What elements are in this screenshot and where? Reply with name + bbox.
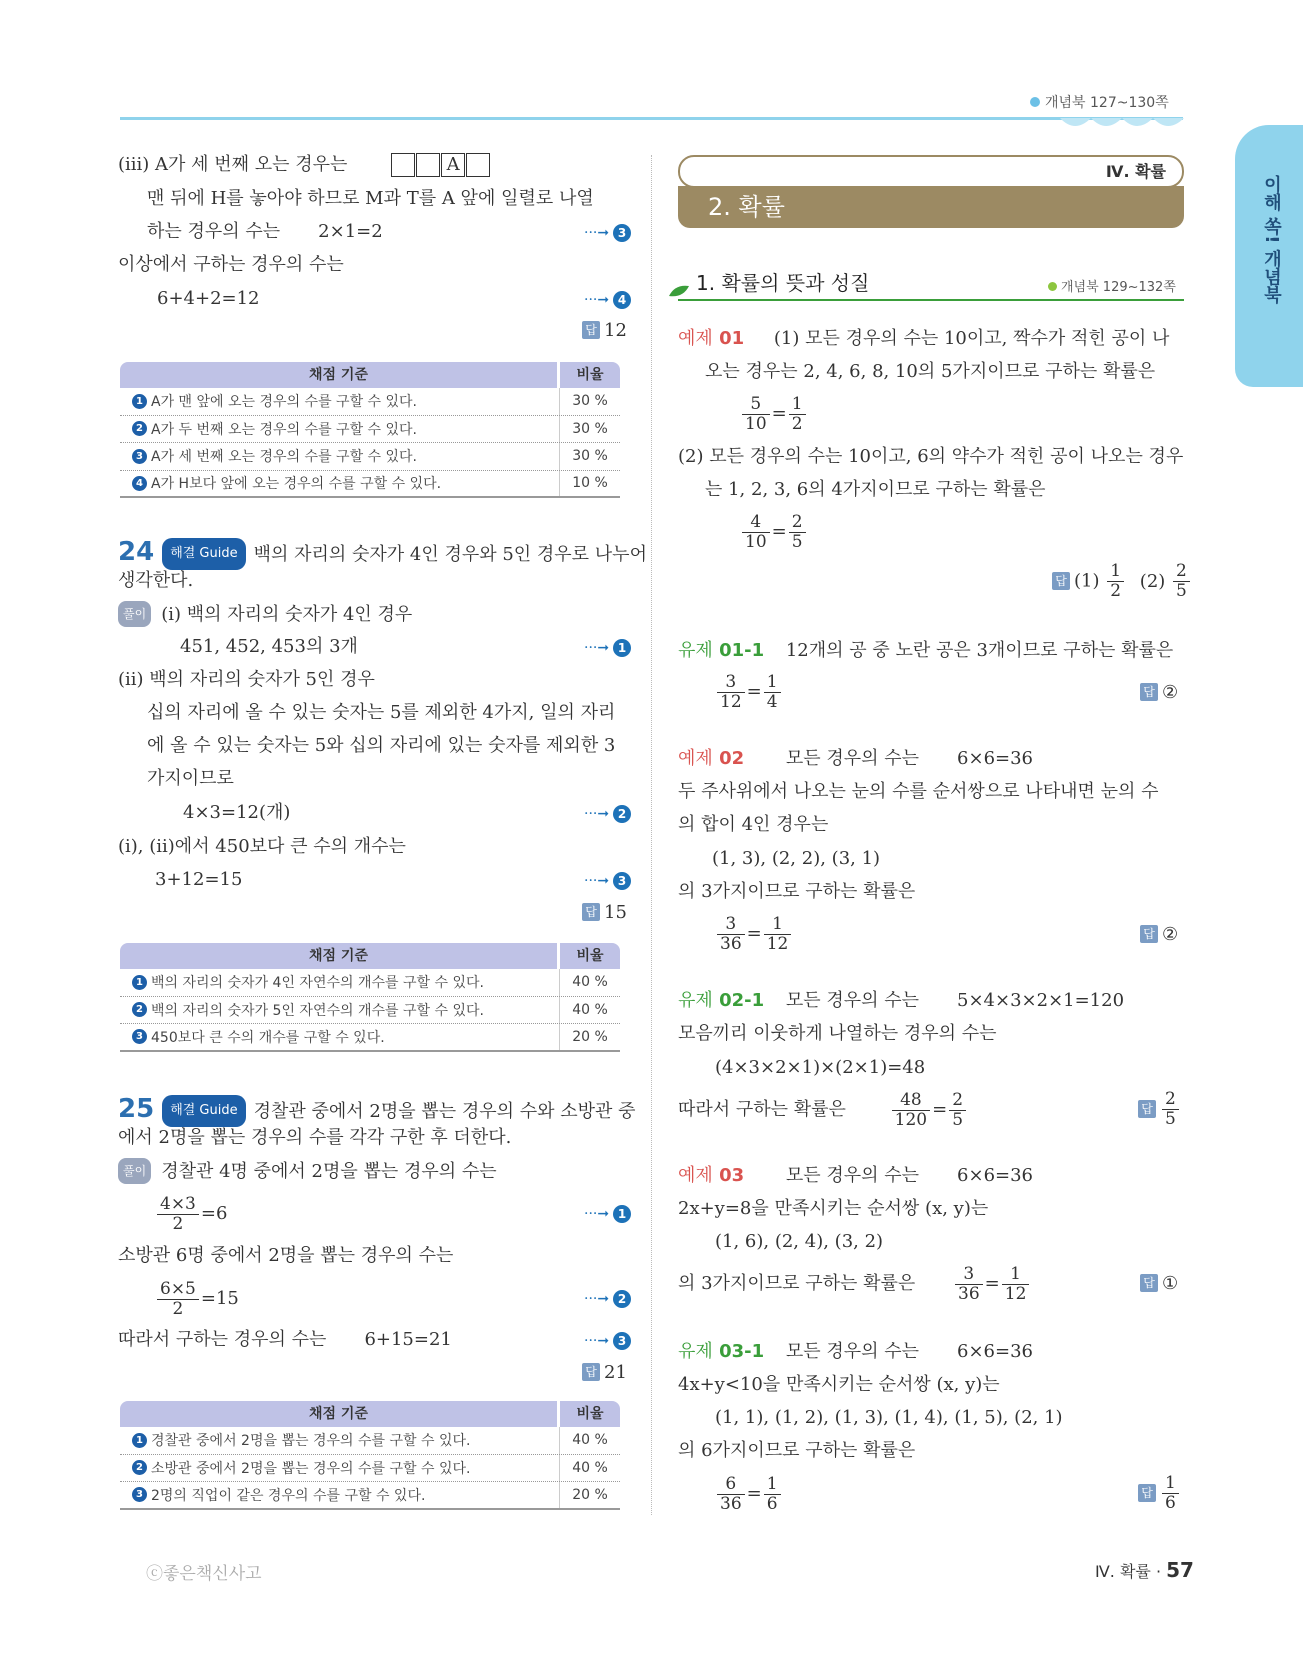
text-line: (i), (ii)에서 450보다 큰 수의 개수는	[118, 836, 406, 857]
text-line: 의 6가지이므로 구하는 확률은	[678, 1440, 916, 1461]
leaf-icon	[667, 282, 693, 305]
section-ref: 개념북 129~132쪽	[1048, 276, 1176, 295]
text-line: 이상에서 구하는 경우의 수는	[118, 254, 344, 275]
fraction-line: 의 3가지이므로 구하는 확률은 $\frac{3}{36}$ = $\frac{1}{12}$	[678, 1262, 1031, 1306]
table-row: 2 소방관 중에서 2명을 뽑는 경우의 수를 구할 수 있다. 40 %	[120, 1455, 620, 1483]
fraction-line: $\frac{4}{10}$ = $\frac{2}{5}$	[740, 510, 808, 554]
step-mark-3: ···➞ 3	[584, 872, 631, 890]
text-line: 4×3=12(개)	[183, 802, 291, 823]
fraction-line: $\frac{3}{36}$ = $\frac{1}{12}$	[715, 912, 793, 956]
text-line: 4x+y<10을 만족시키는 순서쌍 (x, y)는	[678, 1374, 1000, 1395]
fraction-line: $\frac{6}{36}$ = $\frac{1}{6}$	[715, 1472, 783, 1516]
table-row: 2 A가 두 번째 오는 경우의 수를 구할 수 있다. 30 %	[120, 416, 620, 444]
fraction-line: $\frac{6\times 5}{2}$ =15	[155, 1277, 239, 1321]
text-line: (ii) 백의 자리의 숫자가 5인 경우	[118, 669, 375, 690]
table-row: 1 백의 자리의 숫자가 4인 자연수의 개수를 구할 수 있다. 40 %	[120, 969, 620, 997]
example-01: 예제 01 (1) 모든 경우의 수는 10이고, 짝수가 적힌 공이 나	[678, 328, 1170, 349]
fraction-line: $\frac{5}{10}$ = $\frac{1}{2}$	[740, 392, 808, 436]
table-row: 3 2명의 직업이 같은 경우의 수를 구할 수 있다. 20 %	[120, 1482, 620, 1510]
grading-table-23: 채점 기준 비율 1 A가 맨 앞에 오는 경우의 수를 구할 수 있다. 30 % 2 A가 두 번째 오는 경우의 수를 구할 수 있다. 30 % 3 A가 세 번째 오는 경우의 수를 구할 수 있다. 30 % 4 A가 H보다 앞에 오는 경우의 수를 구할 수 있다. 10 %	[120, 362, 620, 498]
chapter-banner: 2. 확률	[678, 186, 1184, 228]
boxes-diagram: A	[391, 153, 491, 177]
answer-ex02: 답 ②	[1140, 924, 1178, 945]
exercise-03-1: 유제 03-1 모든 경우의 수는 6×6=36	[678, 1341, 1033, 1362]
text-line: (1, 1), (1, 2), (1, 3), (1, 4), (1, 5), (2, 1)	[715, 1407, 1063, 1428]
table-row: 3 A가 세 번째 오는 경우의 수를 구할 수 있다. 30 %	[120, 443, 620, 471]
unit-banner: Ⅳ. 확률	[678, 155, 1184, 188]
publisher: ⓒ좋은책신사고	[146, 1564, 262, 1584]
answer-yu011: 답 ②	[1140, 682, 1178, 703]
question-25: 25 해결 Guide 경찰관 중에서 2명을 뽑는 경우의 수와 소방관 중	[118, 1094, 636, 1127]
text-line: (2) 모든 경우의 수는 10이고, 6의 약수가 적힌 공이 나오는 경우	[678, 446, 1184, 467]
fraction-line: 따라서 구하는 확률은 $\frac{48}{120}$ = $\frac{2}{5}$	[678, 1088, 968, 1132]
table-row: 1 경찰관 중에서 2명을 뽑는 경우의 수를 구할 수 있다. 40 %	[120, 1427, 620, 1455]
text-line: 하는 경우의 수는 2×1=2	[147, 221, 383, 242]
table-row: 2 백의 자리의 숫자가 5인 자연수의 개수를 구할 수 있다. 40 %	[120, 997, 620, 1025]
answer-ex01: 답 (1) $\frac{1}{2}$ (2) $\frac{2}{5}$	[1052, 562, 1192, 601]
table-row: 1 A가 맨 앞에 오는 경우의 수를 구할 수 있다. 30 %	[120, 388, 620, 416]
text-line: 의 3가지이므로 구하는 확률은	[678, 881, 916, 902]
text-line: 따라서 구하는 경우의 수는 6+15=21	[118, 1329, 452, 1350]
exercise-02-1: 유제 02-1 모든 경우의 수는 5×4×3×2×1=120	[678, 990, 1125, 1011]
table-row: 4 A가 H보다 앞에 오는 경우의 수를 구할 수 있다. 10 %	[120, 471, 620, 499]
text-line: 모음끼리 이웃하게 나열하는 경우의 수는	[678, 1023, 997, 1044]
fraction-line: $\frac{4\times 3}{2}$ =6	[155, 1192, 227, 1236]
side-tab-label: 이해 쏙! 개념북	[1261, 175, 1282, 304]
text-line: 는 1, 2, 3, 6의 4가지이므로 구하는 확률은	[705, 479, 1046, 500]
text-line: 십의 자리에 올 수 있는 숫자는 5를 제외한 4가지, 일의 자리	[147, 702, 616, 723]
grading-table-24: 채점 기준 비율 1 백의 자리의 숫자가 4인 자연수의 개수를 구할 수 있다. 40 % 2 백의 자리의 숫자가 5인 자연수의 개수를 구할 수 있다. 40 % 3 450보다 큰 수의 개수를 구할 수 있다. 20 %	[120, 943, 620, 1052]
header-wave	[1060, 118, 1184, 134]
text-line: 가지이므로	[147, 768, 234, 789]
step-mark-1: ···➞ 1	[584, 639, 631, 657]
exercise-01-1: 유제 01-1 12개의 공 중 노란 공은 3개이므로 구하는 확률은	[678, 640, 1174, 661]
example-03: 예제 03 모든 경우의 수는 6×6=36	[678, 1165, 1034, 1186]
question-24: 24 해결 Guide 백의 자리의 숫자가 4인 경우와 5인 경우로 나누어	[118, 537, 647, 570]
header-ref: 개념북 127~130쪽	[1030, 92, 1169, 112]
text-line: 에서 2명을 뽑는 경우의 수를 각각 구한 후 더한다.	[118, 1127, 512, 1148]
column-divider	[651, 155, 652, 1515]
fraction-line: $\frac{3}{12}$ = $\frac{1}{4}$	[715, 670, 783, 714]
table-row: 3 450보다 큰 수의 개수를 구할 수 있다. 20 %	[120, 1024, 620, 1052]
text-line: (4×3×2×1)×(2×1)=48	[715, 1057, 926, 1078]
step-mark-4: ···➞ 4	[584, 291, 631, 309]
text-line: 451, 452, 453의 3개	[180, 636, 358, 657]
text-line: 에 올 수 있는 숫자는 5와 십의 자리에 있는 숫자를 제외한 3	[147, 735, 616, 756]
answer-yu031: 답 $\frac{1}{6}$	[1138, 1474, 1181, 1513]
header-line	[120, 117, 1183, 120]
grading-table-25: 채점 기준 비율 1 경찰관 중에서 2명을 뽑는 경우의 수를 구할 수 있다. 40 % 2 소방관 중에서 2명을 뽑는 경우의 수를 구할 수 있다. 40 % 3 2명의 직업이 같은 경우의 수를 구할 수 있다. 20 %	[120, 1401, 620, 1510]
text-line: 의 합이 4인 경우는	[678, 814, 829, 835]
text-line: 풀이 경찰관 4명 중에서 2명을 뽑는 경우의 수는	[118, 1158, 497, 1185]
text-line: 소방관 6명 중에서 2명을 뽑는 경우의 수는	[118, 1245, 454, 1266]
text-line: 두 주사위에서 나오는 눈의 수를 순서쌍으로 나타내면 눈의 수	[678, 781, 1159, 802]
answer-23: 답 12	[582, 320, 627, 341]
text-line: 풀이 (i) 백의 자리의 숫자가 4인 경우	[118, 601, 412, 628]
text-line: 6+4+2=12	[157, 288, 260, 309]
text-line: (1, 6), (2, 4), (3, 2)	[715, 1231, 884, 1252]
step-mark-3: ···➞ 3	[584, 224, 631, 242]
step-mark-3: ···➞ 3	[584, 1332, 631, 1350]
text-line: 오는 경우는 2, 4, 6, 8, 10의 5가지이므로 구하는 확률은	[705, 361, 1156, 382]
answer-ex03: 답 ①	[1140, 1273, 1178, 1294]
text-line: (iii) A가 세 번째 오는 경우는 A	[118, 152, 491, 178]
text-line: 2x+y=8을 만족시키는 순서쌍 (x, y)는	[678, 1198, 989, 1219]
example-02: 예제 02 모든 경우의 수는 6×6=36	[678, 748, 1034, 769]
side-tab[interactable]	[1235, 125, 1303, 387]
step-mark-2: ···➞ 2	[584, 805, 631, 823]
step-mark-1: ···➞ 1	[584, 1205, 631, 1223]
answer-25: 답 21	[582, 1362, 627, 1383]
text-line: 맨 뒤에 H를 놓아야 하므로 M과 T를 A 앞에 일렬로 나열	[147, 188, 594, 209]
section-title: 1. 확률의 뜻과 성질	[696, 271, 870, 295]
section-underline	[678, 299, 1184, 301]
text-line: 3+12=15	[155, 869, 243, 890]
page-footer: Ⅳ. 확률 · 57	[1095, 1558, 1194, 1582]
answer-24: 답 15	[582, 902, 627, 923]
answer-yu021: 답 $\frac{2}{5}$	[1138, 1090, 1181, 1129]
text-line: 생각한다.	[118, 570, 194, 591]
text-line: (1, 3), (2, 2), (3, 1)	[712, 848, 881, 869]
step-mark-2: ···➞ 2	[584, 1290, 631, 1308]
